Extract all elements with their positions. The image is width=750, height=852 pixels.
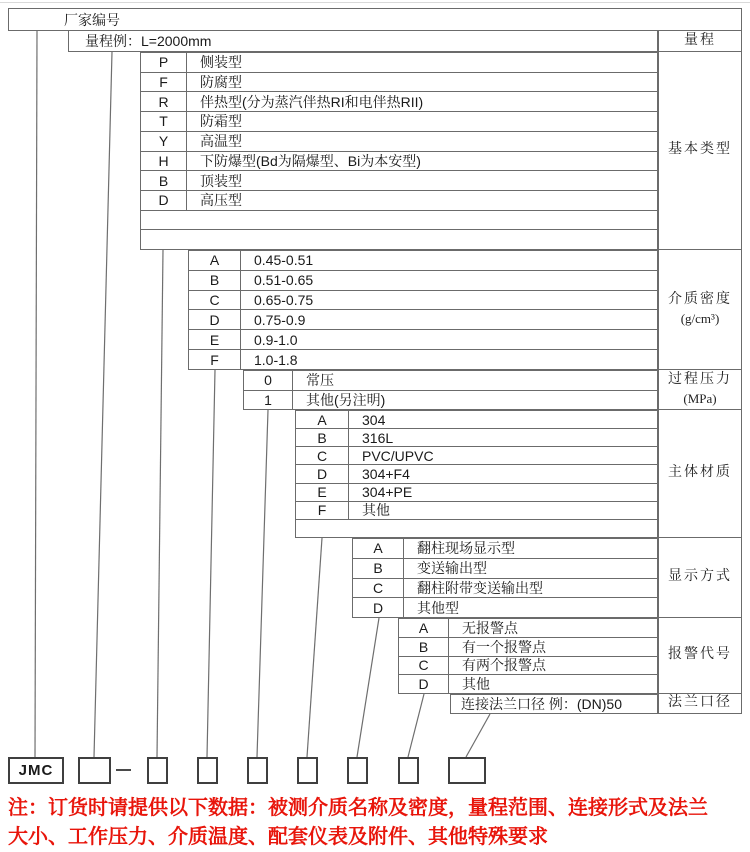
desc-cell: 1.0-1.8 <box>254 351 298 368</box>
code-cell: D <box>189 310 241 329</box>
flange-size-row <box>450 694 658 714</box>
label-alarm-code: 报警代号 <box>659 618 741 694</box>
code-cell: A <box>296 411 349 428</box>
table-row <box>189 251 657 271</box>
label-range: 量程 <box>659 31 741 52</box>
desc-cell: 变送输出型 <box>417 560 487 577</box>
label-material: 主体材质 <box>659 410 741 538</box>
code-cell: E <box>189 330 241 349</box>
manufacturer-number-label: 厂家编号 <box>64 11 120 28</box>
desc-cell: 0.75-0.9 <box>254 311 306 328</box>
table-row <box>189 350 657 369</box>
code-cell: A <box>399 619 449 637</box>
category-label-column <box>658 30 742 714</box>
display-mode-table <box>352 538 658 618</box>
desc-cell: 翻柱附带变送输出型 <box>417 579 543 596</box>
ordering-note-line1: 注：订货时请提供以下数据：被测介质名称及密度，量程范围、连接形式及法兰 <box>8 797 708 819</box>
table-row <box>399 638 657 657</box>
code-cell: D <box>141 191 187 210</box>
code-cell: F <box>296 502 349 519</box>
code-cell: C <box>296 447 349 464</box>
desc-cell: 其他 <box>362 502 390 519</box>
code-box-material <box>297 757 318 784</box>
desc-cell: 316L <box>362 429 394 446</box>
code-cell: H <box>141 152 187 171</box>
code-cell: C <box>353 579 404 598</box>
code-cell: P <box>141 53 187 72</box>
table-row <box>399 675 657 693</box>
flange-size-text: 连接法兰口径 例：(DN)50 <box>461 696 623 712</box>
manufacturer-number-row <box>8 8 742 31</box>
code-cell: B <box>399 638 449 656</box>
code-cell: D <box>353 598 404 617</box>
table-row <box>189 310 657 330</box>
table-row <box>189 271 657 291</box>
label-flange: 法兰口径 <box>668 695 732 711</box>
desc-cell: 伴热型(分为蒸汽伴热RI和电伴热RII) <box>200 93 424 110</box>
table-row <box>141 152 657 172</box>
desc-cell: 有一个报警点 <box>462 638 546 655</box>
desc-cell: 高压型 <box>200 192 242 209</box>
alarm-code-table <box>398 618 658 694</box>
code-box-basic-type <box>147 757 168 784</box>
code-cell: A <box>353 539 404 558</box>
desc-cell: 高温型 <box>200 133 242 150</box>
desc-cell: 防腐型 <box>200 74 242 91</box>
desc-cell: 无报警点 <box>462 619 518 636</box>
table-row <box>244 391 657 410</box>
empty-row <box>296 520 657 537</box>
model-prefix-box: JMC <box>8 757 64 784</box>
desc-cell: 304+F4 <box>362 465 410 482</box>
code-cell: E <box>296 484 349 501</box>
ordering-note <box>8 794 748 852</box>
table-row <box>399 619 657 638</box>
code-cell: Y <box>141 132 187 151</box>
code-cell: F <box>189 350 241 369</box>
label-display-mode: 显示方式 <box>659 538 741 618</box>
table-row <box>141 73 657 93</box>
table-row <box>189 330 657 350</box>
code-cell: R <box>141 92 187 111</box>
table-row <box>353 579 657 599</box>
range-example-row <box>68 30 658 52</box>
code-box-range <box>78 757 111 784</box>
pressure-table <box>243 370 658 410</box>
desc-cell: 其他(另注明) <box>306 391 386 408</box>
code-box-alarm <box>398 757 419 784</box>
empty-row <box>141 211 657 231</box>
code-cell: B <box>189 271 241 290</box>
code-box-flange <box>448 757 486 784</box>
code-box-density <box>197 757 218 784</box>
basic-type-table <box>140 52 658 250</box>
desc-cell: 0.45-0.51 <box>254 252 314 269</box>
desc-cell: 侧装型 <box>200 54 242 71</box>
desc-cell: 0.65-0.75 <box>254 292 314 309</box>
label-pressure: 过程压力 (MPa) <box>659 370 741 410</box>
desc-cell: 有两个报警点 <box>462 657 546 674</box>
desc-cell: 常压 <box>306 372 334 389</box>
code-cell: B <box>296 429 349 446</box>
table-row <box>244 371 657 391</box>
table-row <box>141 191 657 211</box>
density-table <box>188 250 658 370</box>
desc-cell: 下防爆型(Bd为隔爆型、Bi为本安型) <box>200 152 421 169</box>
desc-cell: 其他 <box>462 676 490 693</box>
empty-row <box>141 230 657 249</box>
table-row <box>189 291 657 311</box>
table-row <box>296 429 657 447</box>
code-cell: D <box>399 675 449 693</box>
desc-cell: 翻柱现场显示型 <box>417 540 515 557</box>
table-row <box>296 502 657 520</box>
code-cell: F <box>141 73 187 92</box>
code-box-pressure <box>247 757 268 784</box>
ordering-note-line2: 大小、工作压力、介质温度、配套仪表及附件、其他特殊要求 <box>8 826 548 848</box>
table-row <box>353 559 657 579</box>
code-cell: B <box>141 171 187 190</box>
desc-cell: 防霜型 <box>200 113 242 130</box>
code-cell: 0 <box>244 371 293 390</box>
code-cell: T <box>141 112 187 131</box>
table-row <box>141 171 657 191</box>
label-density: 介质密度 (g/cm³) <box>659 250 741 370</box>
desc-cell: 304+PE <box>362 484 413 501</box>
desc-cell: 其他型 <box>417 599 459 616</box>
code-cell: B <box>353 559 404 578</box>
table-row <box>296 411 657 429</box>
table-row <box>399 657 657 676</box>
desc-cell: 0.51-0.65 <box>254 272 314 289</box>
desc-cell: 0.9-1.0 <box>254 331 298 348</box>
table-row <box>296 447 657 465</box>
table-row <box>141 53 657 73</box>
table-row <box>353 598 657 617</box>
table-row <box>141 92 657 112</box>
table-row <box>141 132 657 152</box>
code-cell: 1 <box>244 391 293 410</box>
code-box-display-mode <box>347 757 368 784</box>
code-cell: C <box>399 657 449 675</box>
desc-cell: 304 <box>362 411 386 428</box>
table-row <box>353 539 657 559</box>
table-row <box>141 112 657 132</box>
table-row <box>296 484 657 502</box>
code-cell: D <box>296 465 349 482</box>
desc-cell: PVC/UPVC <box>362 447 434 464</box>
label-basic-type: 基本类型 <box>659 52 741 250</box>
code-separator-dash <box>116 769 131 771</box>
table-row <box>296 465 657 483</box>
range-example-label: 量程例：L=2000mm <box>85 33 212 49</box>
code-cell: A <box>189 251 241 270</box>
material-table <box>295 410 658 538</box>
desc-cell: 顶装型 <box>200 172 242 189</box>
code-cell: C <box>189 291 241 310</box>
